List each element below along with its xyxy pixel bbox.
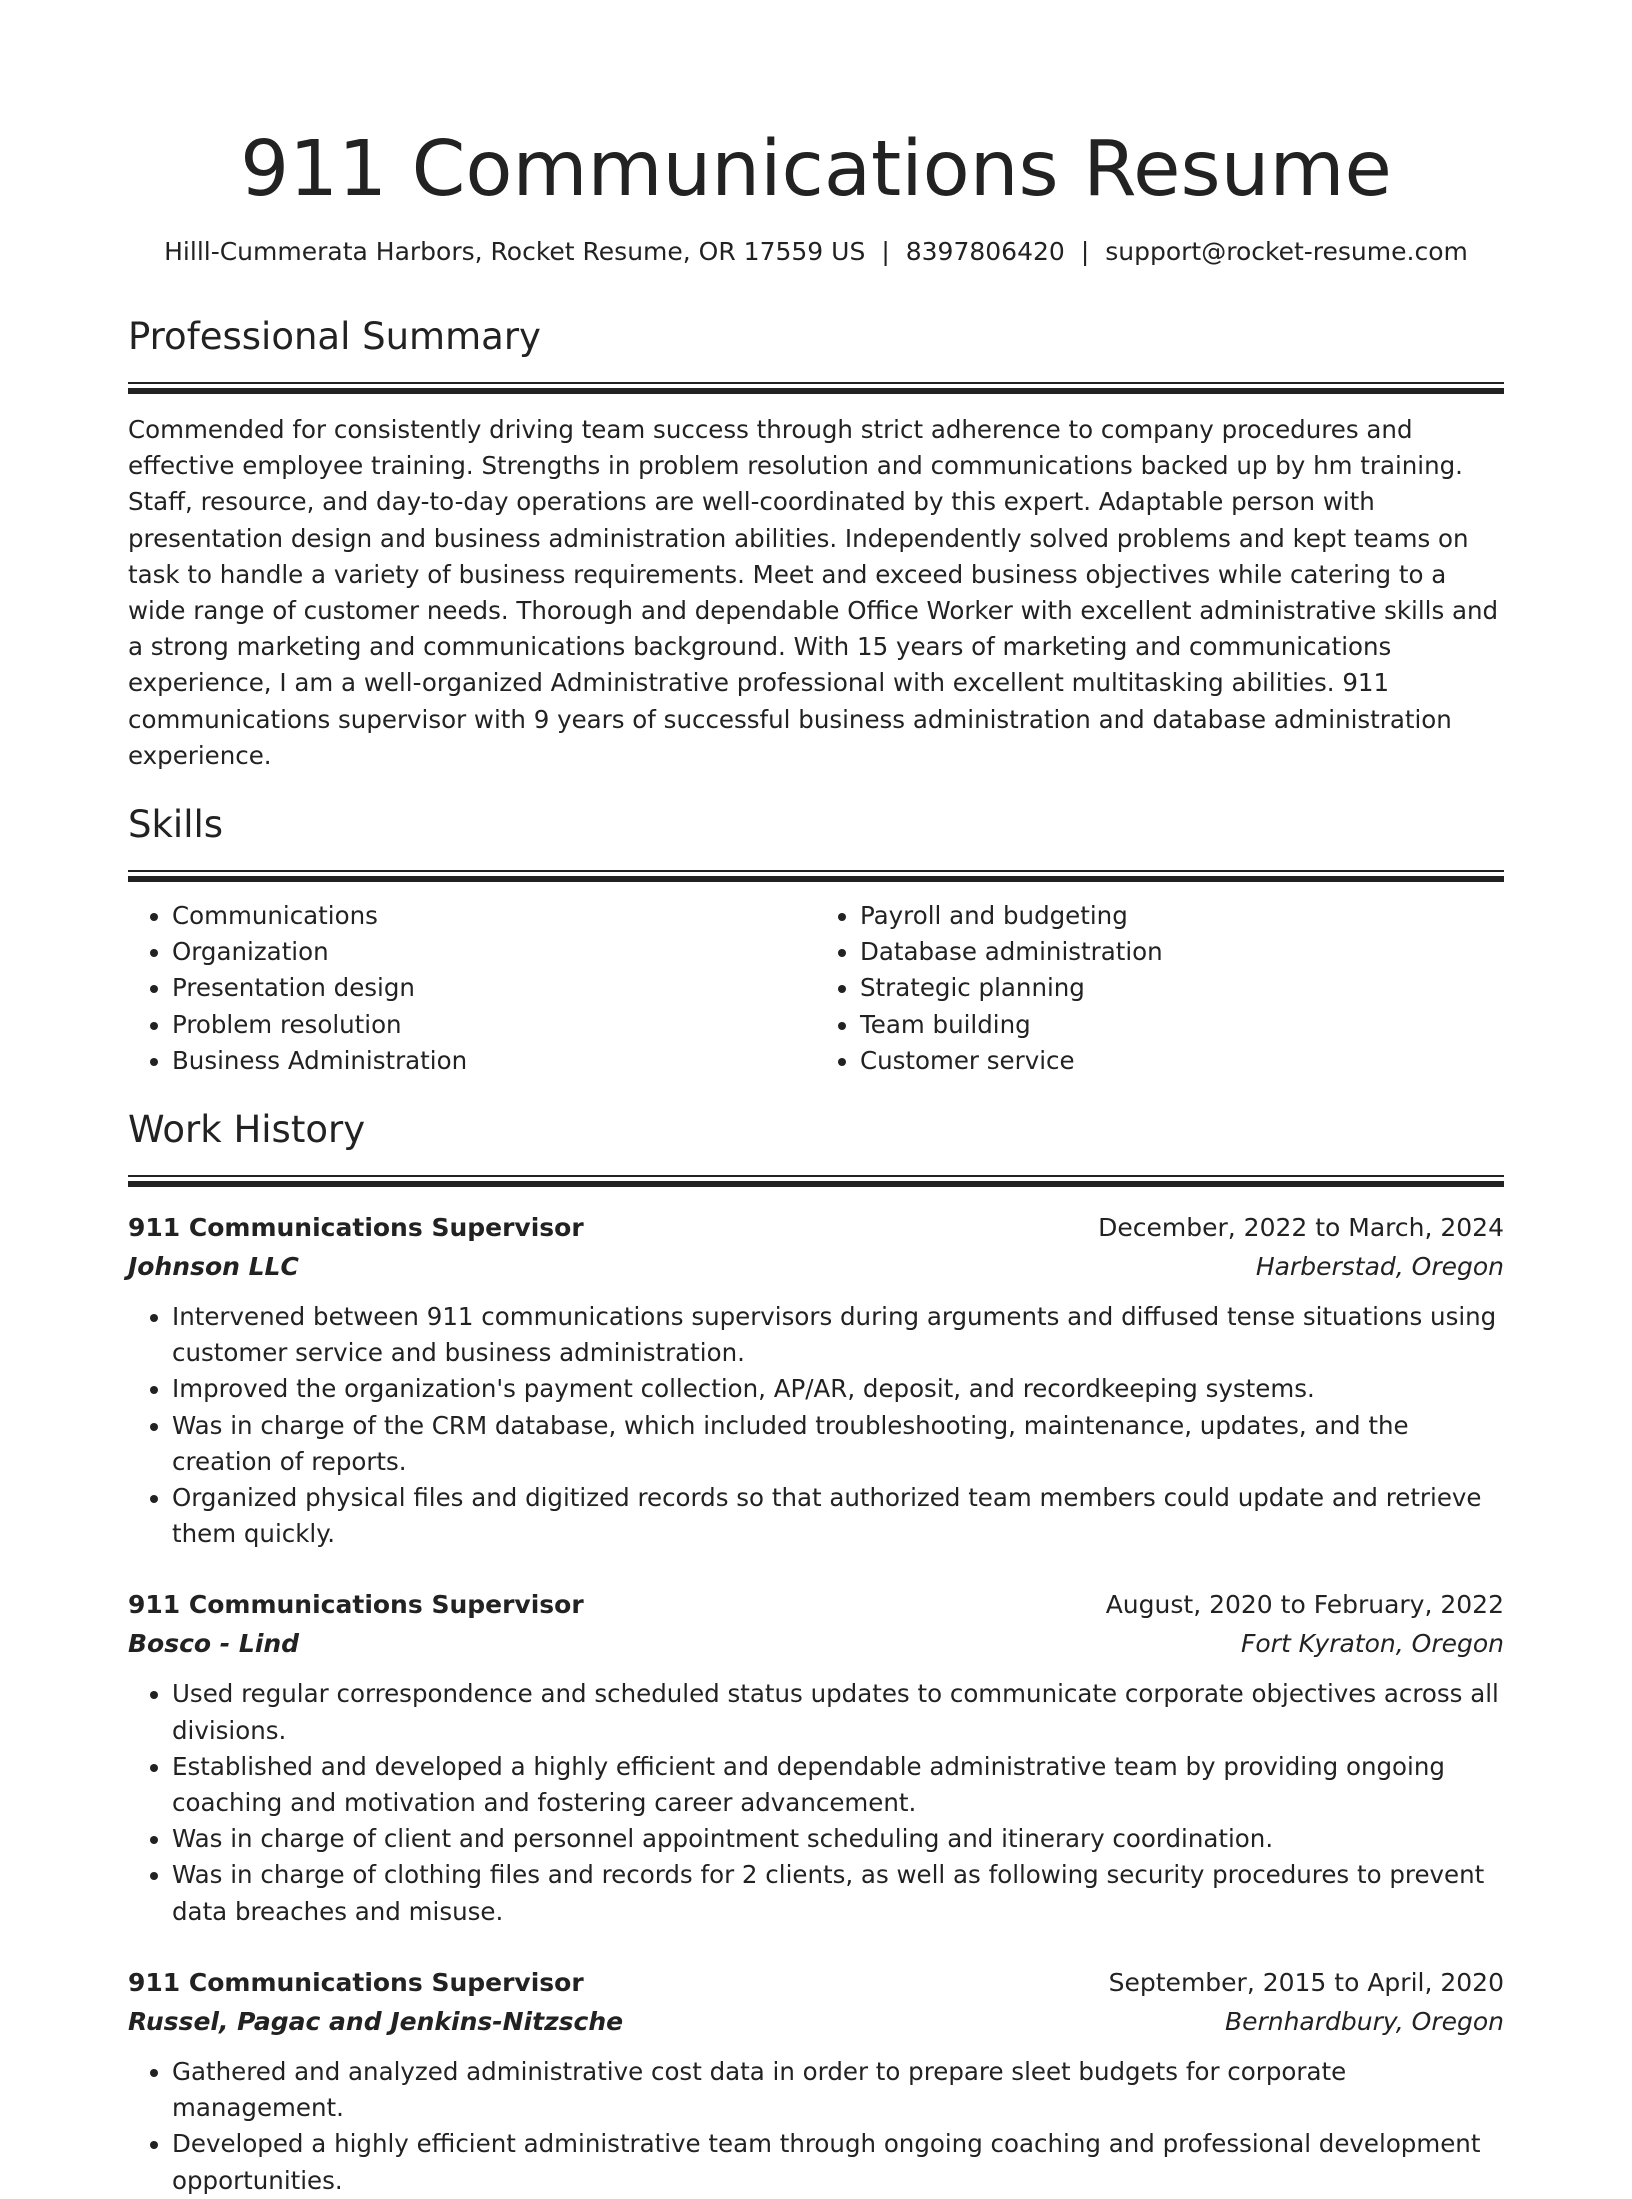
- job-bullet: • Developed a highly efficient administrative team through ongoing coaching and professional development opportunities.: [172, 2126, 1504, 2198]
- skill-item: • Business Administration: [172, 1043, 816, 1079]
- job-title: 911 Communications Supervisor: [128, 1967, 584, 1997]
- skills-section-header: [128, 802, 1504, 882]
- job-bullet: • Organized physical files and digitized records so that authorized team members could update and retrieve them quickly.: [172, 1480, 1504, 1552]
- job-bullet: • Improved the organization's payment collection, AP/AR, deposit, and recordkeeping systems.: [172, 1371, 1504, 1407]
- job-entry: [128, 1209, 1504, 1552]
- contact-address: Hilll-Cummerata Harbors, Rocket Resume, OR 17559 US: [164, 237, 866, 266]
- work-heading: Work History: [128, 1108, 366, 1152]
- skills-column-left: [128, 898, 816, 1079]
- job-dates: September, 2015 to April, 2020: [1108, 1967, 1504, 1997]
- skills-list: [128, 898, 1504, 1079]
- skill-item: • Presentation design: [172, 970, 816, 1006]
- job-bullet: • Intervened between 911 communications supervisors during arguments and diffused tense situations using customer service and business administration.: [172, 1299, 1504, 1371]
- contact-separator: |: [1080, 237, 1090, 266]
- job-company: Johnson LLC: [128, 1252, 299, 1282]
- resume-title: 911 Communications Resume: [240, 125, 1392, 214]
- section-divider-thin: [128, 870, 1504, 872]
- skill-item: • Strategic planning: [860, 970, 1504, 1006]
- skill-item: • Team building: [860, 1007, 1504, 1043]
- job-entry: [128, 1586, 1504, 1929]
- job-bullets: [128, 1676, 1504, 1929]
- contact-line: [128, 234, 1504, 270]
- job-title: 911 Communications Supervisor: [128, 1213, 584, 1243]
- job-title-row: [128, 1586, 1504, 1624]
- section-divider-thick: [128, 876, 1504, 882]
- job-entry: [128, 1964, 1504, 2199]
- resume-page: [128, 0, 1504, 2199]
- summary-heading: Professional Summary: [128, 315, 541, 358]
- job-company: Bosco - Lind: [128, 1629, 300, 1659]
- skill-item: • Database administration: [860, 934, 1504, 970]
- section-divider-thick: [128, 388, 1504, 394]
- work-section-header: [128, 1107, 1504, 1187]
- job-bullet: • Established and developed a highly efficient and dependable administrative team by providing ongoing coaching and motivation and fostering career advancement.: [172, 1749, 1504, 1821]
- job-location: Harberstad, Oregon: [1255, 1252, 1504, 1282]
- skills-heading: Skills: [128, 803, 224, 847]
- section-divider-thick: [128, 1181, 1504, 1187]
- job-title: 911 Communications Supervisor: [128, 1590, 584, 1620]
- contact-phone: 8397806420: [905, 237, 1065, 266]
- job-title-row: [128, 1209, 1504, 1247]
- job-location: Bernhardbury, Oregon: [1224, 2006, 1504, 2036]
- skills-column-right: [816, 898, 1504, 1079]
- skill-item: • Problem resolution: [172, 1007, 816, 1043]
- job-bullet: • Used regular correspondence and scheduled status updates to communicate corporate objectives across all divisions.: [172, 1676, 1504, 1748]
- skill-item: • Organization: [172, 934, 816, 970]
- job-dates: December, 2022 to March, 2024: [1098, 1213, 1504, 1243]
- section-divider-thin: [128, 382, 1504, 384]
- contact-email: support@rocket-resume.com: [1105, 237, 1468, 266]
- job-bullet: • Was in charge of the CRM database, which included troubleshooting, maintenance, updates, and the creation of reports.: [172, 1408, 1504, 1480]
- job-dates: August, 2020 to February, 2022: [1105, 1590, 1504, 1620]
- job-bullet: • Was in charge of client and personnel appointment scheduling and itinerary coordination.: [172, 1821, 1504, 1857]
- section-divider-thin: [128, 1175, 1504, 1177]
- contact-separator: |: [881, 237, 890, 266]
- skill-item: • Customer service: [860, 1043, 1504, 1079]
- job-bullet: • Gathered and analyzed administrative cost data in order to prepare sleet budgets for corporate management.: [172, 2054, 1504, 2126]
- job-bullets: [128, 2054, 1504, 2199]
- skill-item: • Communications: [172, 898, 816, 934]
- summary-text: Commended for consistently driving team success through strict adherence to company procedures and effective employee training. Strengths in problem resolution and communications backed up by hm training. Staff, resource, and day-to-day operations are well-coordinated by this expert. Adaptable person with presentation design and business administration abilities. Independently solved problems and kept teams on task to handle a variety of business requirements. Meet and exceed business objectives while catering to a wide range of customer needs. Thorough and dependable Office Worker with excellent administrative skills and a strong marketing and communications background. With 15 years of marketing and communications experience, I am a well-organized Administrative professional with excellent multitasking abilities. 911 communications supervisor with 9 years of successful business administration and database administration experience.: [128, 415, 1499, 770]
- job-company-row: [128, 1247, 1504, 1287]
- job-bullet: • Was in charge of clothing files and records for 2 clients, as well as following security procedures to prevent data breaches and misuse.: [172, 1857, 1504, 1929]
- job-company-row: [128, 1624, 1504, 1664]
- job-company-row: [128, 2002, 1504, 2042]
- skill-item: • Payroll and budgeting: [860, 898, 1504, 934]
- job-company: Russel, Pagac and Jenkins-Nitzsche: [128, 2006, 624, 2036]
- job-title-row: [128, 1964, 1504, 2002]
- job-bullets: [128, 1299, 1504, 1552]
- summary-section-header: [128, 314, 1504, 394]
- job-location: Fort Kyraton, Oregon: [1240, 1629, 1504, 1659]
